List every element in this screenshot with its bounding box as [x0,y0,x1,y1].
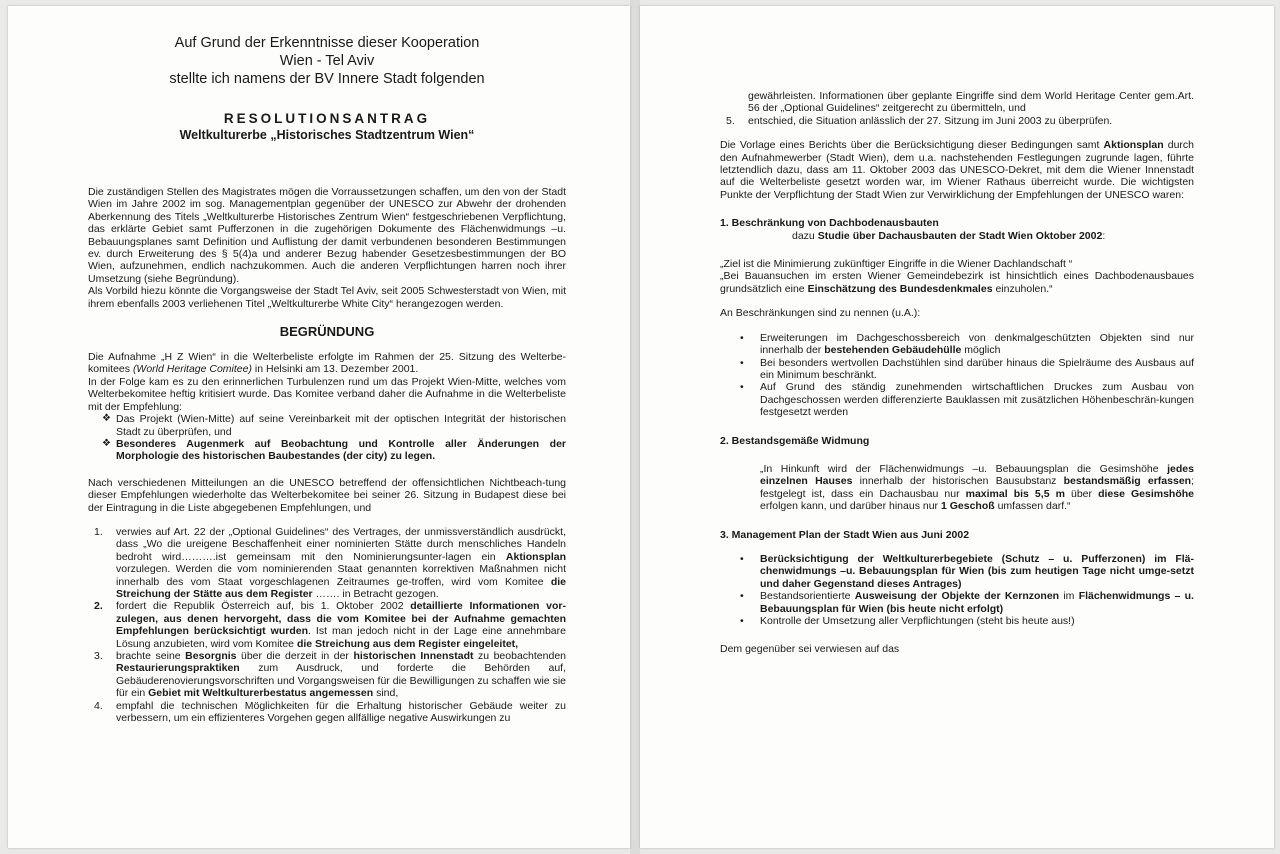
diamond-bullet-icon: ❖ [102,437,111,449]
subheading: dazu Studie über Dachausbauten der Stadt Wien Oktober 2002: [792,229,1106,242]
bullet-icon: • [740,381,744,394]
recommendation-list [88,413,566,463]
list-item: • Auf Grund des ständig zunehmenden wirtschaftlichen Druckes zum Ausbau von Dachgeschossen werden differenzierte Bauklassen mit zusätzlichen Höhenbeschrän-kungen festgesetzt werden [740,381,1194,419]
paragraph: Die Vorlage eines Berichts über die Berücksichtigung dieser Bedingungen samt Aktionsplan durch den Aufnahmewerber (Stadt Wien), dem u.a. nachstehenden Festlegungen zugrunde lagen, führte letztendlich dazu, dass am 11. Oktober 2003 das UNESCO-Dekret, mit dem die Wiener Innenstadt auf die Welterbeliste gesetzt worden war, im Wiener Rathaus überreicht wurde. Die wichtigsten Punkte der Verpflichtung der Stadt Wien zur Verwirklichung der Empfehlungen der UNESCO waren: [720,139,1194,201]
paragraph: Die zuständigen Stellen des Magistrates mögen die Vorraussetzungen schaffen, um den von der Stadt Wien im Jahre 2002 im sog. Managementplan gegenüber der UNESCO zur Abwehr der drohenden Aberkennung des Titels „Weltkulturerbe Historisches Zentrum Wien“ festgeschriebenen Verpflichtung, das erklärte Gebiet samt Pufferzonen in die zugehörigen Dokumente des Flächenwidmungs –u. Bebauungsplanes samt Definition und Auflistung der damit verbundenen besonderen Bestimmungen ev. durch Erweiterung des § 5(4)a und anderer Bezug habender Gesetzesbestimmungen der BO Wien, aufzunehmen, endlich nachzukommen. Auch die anderen Verpflichtungen harren noch ihrer Umsetzung (siehe Begründung). [88,186,566,285]
left-page-content [88,34,566,724]
numbered-list [88,526,566,725]
intro-line: stellte ich namens der BV Innere Stadt folgenden [169,71,485,87]
quote: „Ziel ist die Minimierung zukünftiger Eingriffe in die Wiener Dachlandschaft “ [720,258,1073,271]
list-item: ❖ Das Projekt (Wien-Mitte) auf seine Vereinbarkeit mit der optischen Integrität der historischen Stadt zu überprüfen, und [102,413,566,438]
management-plan-list [720,553,1194,627]
paragraph: In der Folge kam es zu den erinnerlichen Turbulenzen rund um das Projekt Wien-Mitte, welches vom Welterbekomitee heftig kritisiert wurde. Das Komitee verband daher die Aufnahme in die Welterbeliste mit der Empfehlung: [88,375,566,413]
list-item: • Bestandsorientierte Ausweisung der Objekte der Kernzonen im Flächenwidmungs – u. Bebauungsplan für Wien (bis heute nicht erfolgt) [740,590,1194,615]
quote: „In Hinkunft wird der Flächenwidmungs –u. Bebauungsplan die Gesimshöhe jedes einzelnen Hauses innerhalb der historischen Bausubstanz bestandsmäßig erfassen; festgelegt ist, dass ein Dachausbau nur maximal bis 5,5 m über diese Gesimshöhe erfolgen kann, und darüber hinaus nur 1 Geschoß umfassen darf.“ [760,462,1195,513]
list-item: • Kontrolle der Umsetzung aller Verpflichtungen (steht bis heute aus!) [740,615,1075,627]
document-title: RESOLUTIONSANTRAG [223,111,431,126]
list-item: • Berücksichtigung der Weltkulturerbegebiete (Schutz – u. Pufferzonen) im Flä-chenwidmungs –u. Bebauungsplan für Wien (bis zum heutigen Tage nicht umge-setzt und daher Gegenstand dieses Antrages) [740,552,1194,590]
paragraph: Dem gegenüber sei verwiesen auf das [720,643,900,656]
document-page-right [640,6,1274,848]
document-page-left [8,6,630,848]
quote: „Bei Bauansuchen im ersten Wiener Gemeindebezirk ist hinsichtlich eines Dachbodenausbaues grundsätzlich eine Einschätzung des Bundesdenkmales einzuholen.“ [720,270,1194,295]
paragraph: Als Vorbild hiezu könnte die Vorgangsweise der Stadt Tel Aviv, seit 2005 Schwesterstadt von Wien, mit ihrem ebenfalls 2003 verliehenen Titel „Weltkulturerbe White City“ herangezogen werden. [88,285,566,310]
list-item: ❖ Besonderes Augenmerk auf Beobachtung und Kontrolle aller Änderungen der Morphologie des historischen Baubestandes (der city) zu legen. [102,437,566,463]
bullet-icon: • [740,356,744,369]
list-item: 3. brachte seine Besorgnis über die derzeit in der historischen Innenstadt zu beobachtenden Restaurierungspraktiken zum Ausdruck, und forderte die Behörden auf, Gebäuderenovierungsvorschriften und Vorgangsweisen für die Bewilligungen zu schaffen wie sie für ein Gebiet mit Weltkulturerbestatus angemessen sind, [94,650,566,700]
numbered-list-continued [720,90,1194,127]
document-subtitle: Weltkulturerbe „Historisches Stadtzentrum Wien“ [179,128,475,142]
section-heading: 1. Beschränkung von Dachbodenausbauten [720,217,939,230]
right-page-content [720,90,1194,656]
list-item: • Erweiterungen im Dachgeschossbereich von denkmalgeschützten Objekten sind nur innerhalb der bestehenden Gebäudehülle möglich [740,331,1194,357]
restrictions-list [720,332,1194,419]
list-item: 4. empfahl die technischen Möglichkeiten für die Erhaltung historischer Gebäude weiter zu verbessern, um ein effizienteres Vorgehen gegen allfällige negative Auswirkungen zu [94,699,566,725]
paragraph: Nach verschiedenen Mitteilungen an die UNESCO betreffend der offensichtlichen Nichtbeach-tung dieser Empfehlungen wiederholte das Welterbekomitee bei seiner 26. Sitzung in Budapest diese bei der Eintragung in die Liste abgegebenen Empfehlungen, und [88,476,566,514]
intro-line: Wien - Tel Aviv [279,53,375,69]
bullet-icon: • [740,615,744,627]
section-heading: 2. Bestandsgemäße Widmung [720,434,870,447]
paragraph: Die Aufnahme „H Z Wien“ in die Welterbeliste erfolgte im Rahmen der 25. Sitzung des Welterbe-komitees (World Heritage Comitee) in Helsinki am 13. Dezember 2001. [88,351,566,376]
page-gutter [630,0,640,854]
bullet-icon: • [740,552,744,565]
bullet-icon: • [740,590,744,603]
list-item: 5. entschied, die Situation anlässlich der 27. Sitzung im Juni 2003 zu überprüfen. [726,114,1113,127]
bullet-icon: • [740,331,744,344]
list-item: • Bei besonders wertvollen Dachstühlen sind darüber hinaus die Spielräume des Ausbaus auf ein Minimum beschränkt. [740,356,1194,381]
section-heading: 3. Management Plan der Stadt Wien aus Juni 2002 [720,528,970,541]
list-item: 2. fordert die Republik Österreich auf, bis 1. Oktober 2002 detaillierte Informationen vor-zulegen, aus denen hervorgeht, dass die vom Komitee bei der Aufnahme gemachten Empfehlungen berücksichtigt wurden. Ist man jedoch nicht in der Lage eine annehmbare Lösung anzubieten, wird vom Komitee die Streichung aus dem Register eingeleitet, [94,600,566,650]
diamond-bullet-icon: ❖ [102,413,111,425]
intro-line: Auf Grund der Erkenntnisse dieser Kooperation [174,35,480,51]
list-item: 1. verwies auf Art. 22 der „Optional Guidelines“ des Vertrages, der unmissverständlich ausdrückt, dass „Wo die ureigene Beschaffenheit einer nominierten Stätte durch menschliches Handeln bedroht wird……….ist gemeinsam mit den Nominierungsunter-lagen ein Aktionsplan vorzulegen. Werden die vom nominierenden Staat genannten korrektiven Maßnahmen nicht innerhalb des vom Staat vorgeschlagenen Zeitraumes ge-troffen, wird vom Komitee die Streichung der Stätte aus dem Register ……. in Betracht gezogen. [94,525,566,600]
section-heading: BEGRÜNDUNG [279,324,375,340]
paragraph: An Beschränkungen sind zu nennen (u.A.): [720,307,921,320]
list-item: gewährleisten. Informationen über geplante Eingriffe sind dem World Heritage Center gem.Art. 56 der „Optional Guidelines“ zeitgerecht zu übermitteln, und [748,90,1194,115]
